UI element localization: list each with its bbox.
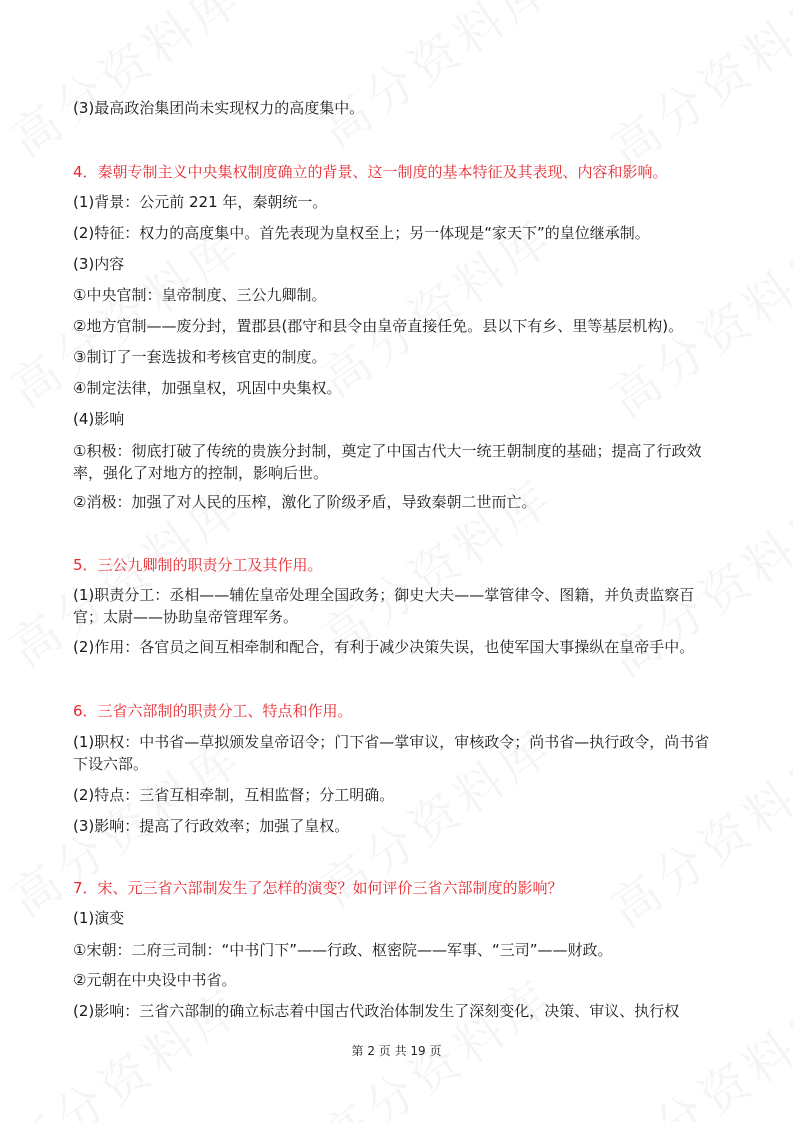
paragraph: ①积极：彻底打破了传统的贵族分封制，奠定了中国古代大一统王朝制度的基础；提高了行政效率，强化了对地方的控制，影响后世。 <box>73 442 702 482</box>
paragraph: ④制定法律，加强皇权，巩固中央集权。 <box>73 379 342 397</box>
watermark <box>595 0 793 180</box>
paragraph: ①中央官制：皇帝制度、三公九卿制。 <box>73 286 327 304</box>
paragraph: ③制订了一套选拔和考核官吏的制度。 <box>73 348 327 366</box>
paragraph: ①宋朝：二府三司制：“中书门下”——行政、枢密院——军事、“三司”——财政。 <box>73 941 613 959</box>
paragraph: (3)影响：提高了行政效率；加强了皇权。 <box>73 817 350 835</box>
watermark <box>0 0 255 170</box>
paragraph: (2)特征：权力的高度集中。首先表现为皇权至上；另一体现是“家天下”的皇位继承制。 <box>73 224 650 242</box>
paragraph: (4)影响 <box>73 410 125 428</box>
section-heading: 6．三省六部制的职责分工、特点和作用。 <box>73 702 353 720</box>
paragraph: (3)内容 <box>73 255 125 273</box>
paragraph: (3)最高政治集团尚未实现权力的高度集中。 <box>73 99 365 117</box>
paragraph: (1)职责分工：丞相——辅佐皇帝处理全国政务；御史大夫——掌管律令、图籍，并负责监察百官；太尉——协助皇帝管理军务。 <box>73 586 695 626</box>
paragraph: ②地方官制——废分封，置郡县(郡守和县令由皇帝直接任免。县以下有乡、里等基层机构)。 <box>73 317 684 335</box>
section-heading: 5．三公九卿制的职责分工及其作用。 <box>73 556 323 574</box>
paragraph: (2)特点：三省互相牵制，互相监督；分工明确。 <box>73 786 395 804</box>
watermark <box>305 0 566 160</box>
page-footer: 第 2 页 共 19 页 <box>351 1044 442 1058</box>
paragraph: (1)背景：公元前 221 年，秦朝统一。 <box>73 193 328 211</box>
section-heading: 7．宋、元三省六部制发生了怎样的演变？如何评价三省六部制度的影响？ <box>73 879 563 897</box>
paragraph: (2)影响：三省六部制的确立标志着中国古代政治体制发生了深刻变化，决策、审议、执行权 <box>73 1002 680 1020</box>
paragraph: (1)职权：中书省—草拟颁发皇帝诏令；门下省—掌审议，审核政令；尚书省—执行政令，尚书省下设六部。 <box>73 733 710 773</box>
paragraph: (2)作用：各官员之间互相牵制和配合，有利于减少决策失误，也使军国大事操纵在皇帝手中。 <box>73 638 695 656</box>
paragraph: ②消极：加强了对人民的压榨，激化了阶级矛盾，导致秦朝二世而亡。 <box>73 493 537 511</box>
section-heading: 4．秦朝专制主义中央集权制度确立的背景、这一制度的基本特征及其表现、内容和影响。 <box>73 163 668 181</box>
paragraph: ②元朝在中央设中书省。 <box>73 971 237 989</box>
paragraph: (1)演变 <box>73 909 125 927</box>
